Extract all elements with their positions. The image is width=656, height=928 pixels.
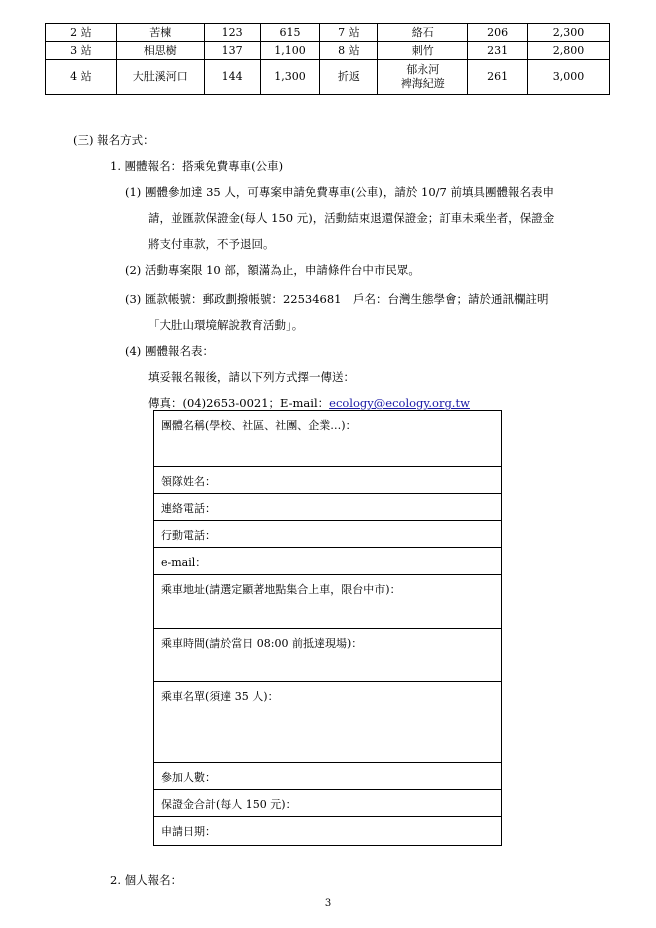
paragraph-line: 「大肚山環境解說教育活動」。 bbox=[148, 318, 304, 332]
form-label: 領隊姓名： bbox=[161, 475, 216, 488]
email-link[interactable]: ecology@ecology.org.tw bbox=[329, 396, 470, 410]
form-row-time[interactable] bbox=[154, 629, 501, 682]
table-cell: 137 bbox=[204, 42, 260, 60]
form-row-leader[interactable] bbox=[154, 467, 501, 494]
table-cell: 4 站 bbox=[46, 60, 117, 95]
paragraph-line: 將支付車款，不予退回。 bbox=[148, 237, 275, 251]
table-cell: 苦楝 bbox=[116, 24, 204, 42]
paragraph-line: 請，並匯款保證金(每人 150 元)，活動結束退還保證金；訂車未乘坐者，保證金 bbox=[148, 211, 555, 225]
table-cell: 大肚溪河口 bbox=[116, 60, 204, 95]
table-cell: 刺竹 bbox=[378, 42, 468, 60]
table-cell: 1,300 bbox=[260, 60, 320, 95]
table-cell: 123 bbox=[204, 24, 260, 42]
table-cell: 3,000 bbox=[528, 60, 610, 95]
table-cell: 2,300 bbox=[528, 24, 610, 42]
table-cell: 206 bbox=[468, 24, 528, 42]
form-row-phone[interactable] bbox=[154, 494, 501, 521]
paragraph-line: (4) 團體報名表： bbox=[125, 344, 214, 358]
fax-text: 傳真：(04)2653-0021；E-mail： bbox=[148, 396, 330, 410]
form-row-count[interactable] bbox=[154, 763, 501, 790]
form-label: 乘車名單(須達 35 人)： bbox=[161, 690, 279, 703]
table-cell: 相思樹 bbox=[116, 42, 204, 60]
table-cell: 2 站 bbox=[46, 24, 117, 42]
form-label: 乘車時間(請於當日 08:00 前抵達現場)： bbox=[161, 637, 363, 650]
table-cell: 絡石 bbox=[378, 24, 468, 42]
form-label: e-mail： bbox=[161, 556, 207, 569]
form-label: 保證金合計(每人 150 元)： bbox=[161, 798, 297, 811]
table-cell: 261 bbox=[468, 60, 528, 95]
section-heading: (三) 報名方式： bbox=[73, 133, 155, 147]
table-cell bbox=[378, 60, 468, 95]
form-label: 行動電話： bbox=[161, 529, 216, 542]
table-cell: 7 站 bbox=[320, 24, 378, 42]
stations-table bbox=[45, 23, 610, 95]
form-label: 團體名稱(學校、社區、社團、企業…)： bbox=[161, 419, 357, 432]
table-cell: 144 bbox=[204, 60, 260, 95]
group-registration-form bbox=[153, 410, 502, 846]
table-cell: 231 bbox=[468, 42, 528, 60]
paragraph-line: 填妥報名報後，請以下列方式擇一傳送： bbox=[148, 370, 355, 384]
form-row-email[interactable] bbox=[154, 548, 501, 575]
station-name-line1: 郁永河 bbox=[406, 63, 440, 76]
table-row bbox=[46, 42, 610, 60]
form-row-deposit[interactable] bbox=[154, 790, 501, 817]
table-cell: 615 bbox=[260, 24, 320, 42]
form-row-roster[interactable] bbox=[154, 682, 501, 763]
page-number: 3 bbox=[324, 898, 332, 909]
paragraph-line: (1) 團體參加達 35 人，可專案申請免費專車(公車)，請於 10/7 前填具團體報名表申 bbox=[125, 185, 554, 199]
table-cell: 3 站 bbox=[46, 42, 117, 60]
form-label: 參加人數： bbox=[161, 771, 216, 784]
individual-registration-title: 2. 個人報名： bbox=[110, 873, 183, 887]
table-cell: 1,100 bbox=[260, 42, 320, 60]
contact-line bbox=[148, 395, 470, 411]
form-row-mobile[interactable] bbox=[154, 521, 501, 548]
table-cell: 折返 bbox=[320, 60, 378, 95]
table-cell: 8 站 bbox=[320, 42, 378, 60]
paragraph-line: (2) 活動專案限 10 部，額滿為止，申請條件台中市民眾。 bbox=[125, 263, 420, 277]
form-label: 連絡電話： bbox=[161, 502, 216, 515]
form-label: 申請日期： bbox=[161, 825, 216, 838]
table-row bbox=[46, 24, 610, 42]
group-registration-title: 1. 團體報名：搭乘免費專車(公車) bbox=[110, 159, 284, 173]
paragraph-line: (3) 匯款帳號：郵政劃撥帳號：22534681 戶名：台灣生態學會；請於通訊欄註明 bbox=[125, 292, 549, 306]
table-row bbox=[46, 60, 610, 95]
form-row-org-name[interactable] bbox=[154, 411, 501, 467]
table-cell: 2,800 bbox=[528, 42, 610, 60]
form-label: 乘車地址(請選定顯著地點集合上車，限台中市)： bbox=[161, 583, 401, 596]
station-name-line2: 裨海紀遊 bbox=[400, 77, 445, 90]
form-row-pickup[interactable] bbox=[154, 575, 501, 629]
form-row-date[interactable] bbox=[154, 817, 501, 845]
